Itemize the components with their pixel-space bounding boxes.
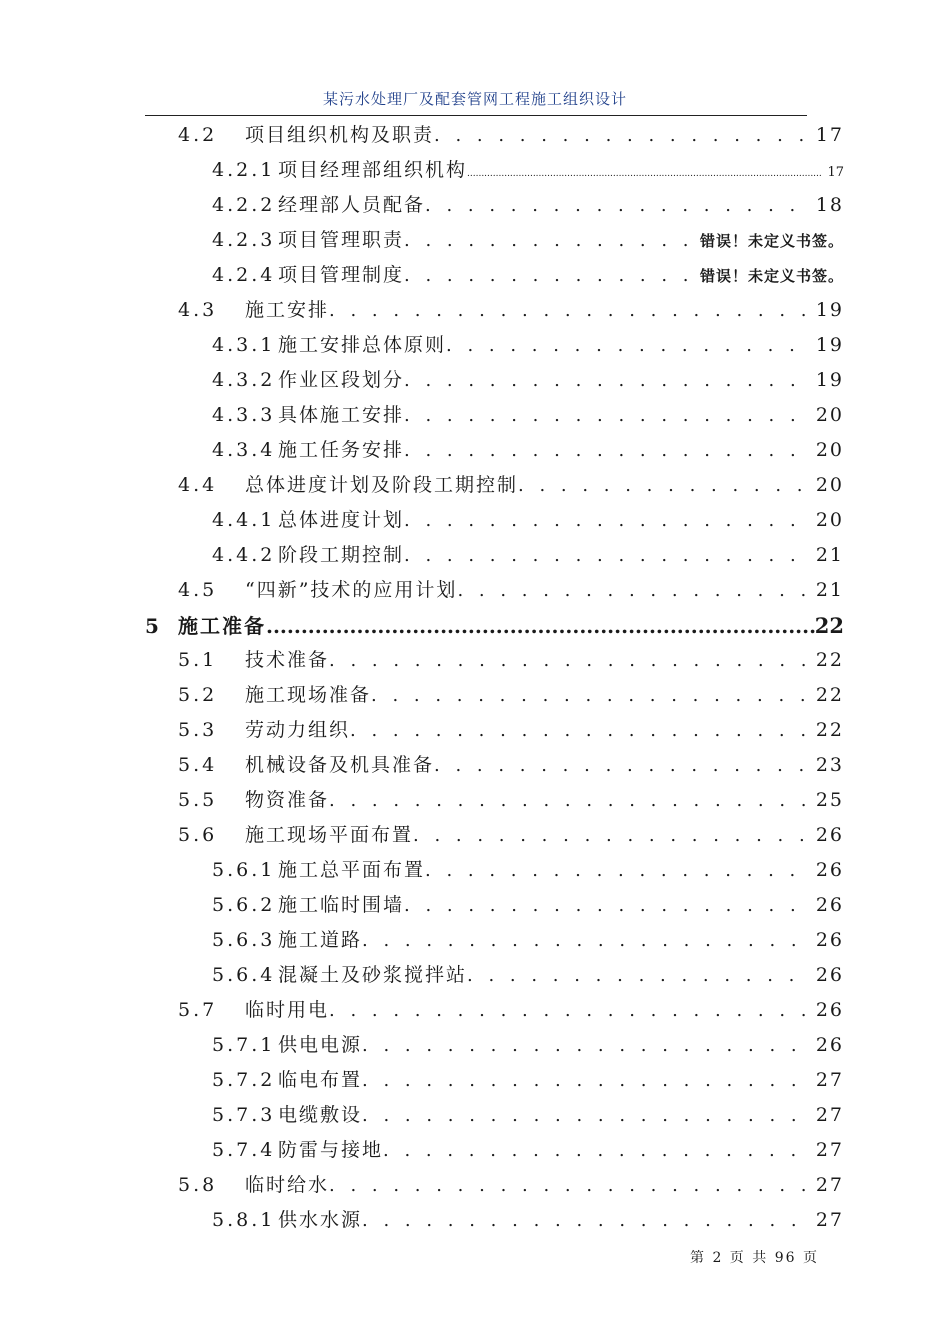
toc-entry[interactable] [212,888,844,923]
toc-dot-leader [425,188,810,223]
toc-entry-title: 经理部人员配备 [278,194,426,216]
toc-entry-page: 25 [815,789,844,811]
toc-entry-title: 施工安排 [245,299,330,321]
toc-entry[interactable] [178,293,844,328]
toc-entry-page: 26 [815,929,844,951]
toc-entry-number: 4.3.2 [212,369,276,391]
toc-dot-leader [425,853,810,888]
toc-entry-number: 5.7.2 [212,1069,276,1091]
toc-entry-number: 5.6.3 [212,929,276,951]
toc-entry[interactable] [212,398,844,433]
toc-entry-page: 27 [815,1069,844,1091]
toc-entry-title: 施工准备 [178,614,266,638]
toc-entry-title: 施工现场平面布置 [245,824,414,846]
toc-entry-page: 20 [815,509,844,531]
toc-entry-page: 26 [815,964,844,986]
toc-entry-number: 5.7.3 [212,1104,276,1126]
toc-entry-page: 27 [815,1209,844,1231]
toc-entry[interactable] [212,1203,844,1238]
toc-entry-title: 防雷与接地 [278,1139,384,1161]
page-header-title: 某污水处理厂及配套管网工程施工组织设计 [322,90,627,108]
toc-chapter-entry[interactable] [145,608,844,643]
toc-entry-number: 5.7.1 [212,1034,276,1056]
toc-entry-title: 临时给水 [245,1174,330,1196]
toc-dot-leader [362,1063,810,1098]
toc-entry-title: 混凝土及砂浆搅拌站 [278,964,468,986]
toc-entry[interactable] [212,538,844,573]
toc-entry-page: 23 [815,754,844,776]
toc-entry-title: 物资准备 [245,789,330,811]
toc-entry-number: 5 [145,614,162,638]
toc-entry-title: “四新”技术的应用计划 [245,579,458,601]
toc-entry-page: 17 [815,124,844,146]
toc-dot-leader [329,993,810,1028]
toc-entry-page-error: 错误！未定义书签。 [699,267,844,285]
toc-dot-leader [413,818,810,853]
toc-entry-number: 4.2.3 [212,229,276,251]
toc-entry-page: 26 [815,824,844,846]
toc-entry-title: 技术准备 [245,649,330,671]
toc-entry-number: 4.2.1 [212,159,276,181]
toc-entry-page: 19 [815,334,844,356]
toc-entry-number: 4.2.2 [212,194,276,216]
toc-entry-title: 施工总平面布置 [278,859,426,881]
toc-entry-title: 项目经理部组织机构 [278,159,468,181]
toc-entry[interactable] [178,818,844,853]
toc-entry-title: 电缆敷设 [278,1104,363,1126]
toc-entry-title: 具体施工安排 [278,404,405,426]
toc-entry-page-error: 错误！未定义书签。 [699,232,844,250]
toc-dot-leader [434,118,810,153]
toc-dot-leader [404,433,810,468]
toc-entry-page: 17 [827,165,844,180]
toc-entry-title: 阶段工期控制 [278,544,405,566]
toc-entry-page: 19 [815,369,844,391]
toc-entry[interactable] [212,258,844,293]
toc-dot-leader [404,258,694,293]
toc-entry-page: 27 [815,1174,844,1196]
toc-entry-page: 21 [815,544,844,566]
toc-dot-leader [362,1203,810,1238]
toc-entry-number: 4.4.2 [212,544,276,566]
toc-entry-number: 5.7.4 [212,1139,276,1161]
toc-entry-number: 4.3.3 [212,404,276,426]
toc-entry[interactable] [178,468,844,503]
toc-entry-title: 施工任务安排 [278,439,405,461]
toc-entry-number: 5.6 [178,824,218,846]
toc-entry-title: 施工现场准备 [245,684,372,706]
toc-entry[interactable] [212,433,844,468]
toc-dot-leader [383,1133,810,1168]
toc-entry[interactable] [212,853,844,888]
toc-entry[interactable] [212,1028,844,1063]
toc-dot-leader [404,538,810,573]
toc-entry[interactable] [178,713,844,748]
toc-entry-number: 5.1 [178,649,218,671]
toc-entry-number: 4.3.4 [212,439,276,461]
toc-entry-title: 临电布置 [278,1069,363,1091]
toc-dot-leader [266,609,815,643]
toc-entry-number: 5.2 [178,684,218,706]
toc-entry[interactable] [178,643,844,678]
toc-entry-number: 4.3.1 [212,334,276,356]
toc-entry-number: 4.2 [178,124,218,146]
toc-entry-page: 19 [815,299,844,321]
toc-entry-number: 5.8 [178,1174,218,1196]
toc-entry[interactable] [178,1168,844,1203]
toc-entry-title: 总体进度计划 [278,509,405,531]
toc-entry[interactable] [212,328,844,363]
toc-entry-page: 22 [815,684,844,706]
toc-dot-leader [362,923,810,958]
toc-dot-leader [329,643,810,678]
toc-dot-leader [329,293,810,328]
toc-dot-leader [434,748,810,783]
toc-entry-page: 22 [814,613,844,638]
toc-entry-number: 4.4 [178,474,218,496]
toc-entry-page: 21 [815,579,844,601]
toc-entry-page: 26 [815,859,844,881]
toc-dot-leader [404,398,810,433]
toc-dot-leader [467,157,821,188]
toc-entry-number: 5.7 [178,999,218,1021]
toc-entry-title: 项目管理制度 [278,264,405,286]
toc-entry[interactable] [212,1063,844,1098]
toc-entry[interactable] [178,678,844,713]
toc-entry-number: 4.4.1 [212,509,276,531]
toc-entry-title: 作业区段划分 [278,369,405,391]
toc-entry[interactable] [212,503,844,538]
toc-entry[interactable] [212,223,844,258]
toc-entry-title: 施工临时围墙 [278,894,405,916]
toc-entry-page: 27 [815,1139,844,1161]
toc-entry[interactable] [212,958,844,993]
toc-entry-number: 5.3 [178,719,218,741]
toc-entry-page: 26 [815,894,844,916]
toc-entry[interactable] [212,153,844,188]
toc-dot-leader [329,783,810,818]
toc-entry-number: 5.4 [178,754,218,776]
header-divider [145,115,807,116]
toc-entry-number: 5.6.1 [212,859,276,881]
toc-dot-leader [404,363,810,398]
toc-entry-page: 27 [815,1104,844,1126]
toc-entry-title: 劳动力组织 [245,719,351,741]
toc-entry-page: 20 [815,474,844,496]
toc-entry-title: 施工道路 [278,929,363,951]
toc-entry[interactable] [178,993,844,1028]
toc-entry[interactable] [212,1133,844,1168]
toc-entry-number: 5.8.1 [212,1209,276,1231]
toc-dot-leader [350,713,810,748]
toc-dot-leader [446,328,810,363]
toc-dot-leader [362,1028,810,1063]
toc-dot-leader [467,958,810,993]
toc-entry-page: 26 [815,999,844,1021]
toc-entry-number: 4.5 [178,579,218,601]
page-footer: 第 2 页 共 96 页 [690,1250,819,1266]
toc-dot-leader [404,888,810,923]
toc-entry[interactable] [212,363,844,398]
toc-entry-number: 5.6.4 [212,964,276,986]
toc-entry-number: 5.5 [178,789,218,811]
toc-entry-title: 机械设备及机具准备 [245,754,435,776]
toc-entry-title: 施工安排总体原则 [278,334,447,356]
toc-entry-title: 总体进度计划及阶段工期控制 [245,474,519,496]
toc-dot-leader [404,503,810,538]
toc-entry-number: 5.6.2 [212,894,276,916]
toc-entry[interactable] [212,1098,844,1133]
toc-entry-title: 供电电源 [278,1034,363,1056]
toc-entry[interactable] [212,923,844,958]
toc-entry[interactable] [212,188,844,223]
toc-dot-leader [371,678,810,713]
toc-entry[interactable] [178,573,844,608]
toc-entry[interactable] [178,118,844,153]
toc-dot-leader [362,1098,810,1133]
toc-entry-page: 22 [815,719,844,741]
toc-entry-number: 4.2.4 [212,264,276,286]
toc-entry-title: 项目管理职责 [278,229,405,251]
toc-dot-leader [404,223,694,258]
toc-entry-page: 20 [815,404,844,426]
toc-entry-number: 4.3 [178,299,218,321]
toc-entry-page: 18 [815,194,844,216]
toc-entry[interactable] [178,783,844,818]
toc-entry-title: 项目组织机构及职责 [245,124,435,146]
toc-entry-page: 20 [815,439,844,461]
toc-entry-title: 供水水源 [278,1209,363,1231]
toc-entry-page: 26 [815,1034,844,1056]
toc-entry[interactable] [178,748,844,783]
toc-dot-leader [329,1168,810,1203]
toc-dot-leader [518,468,816,503]
toc-entry-page: 22 [815,649,844,671]
toc-entry-title: 临时用电 [245,999,330,1021]
toc-dot-leader [457,573,809,608]
